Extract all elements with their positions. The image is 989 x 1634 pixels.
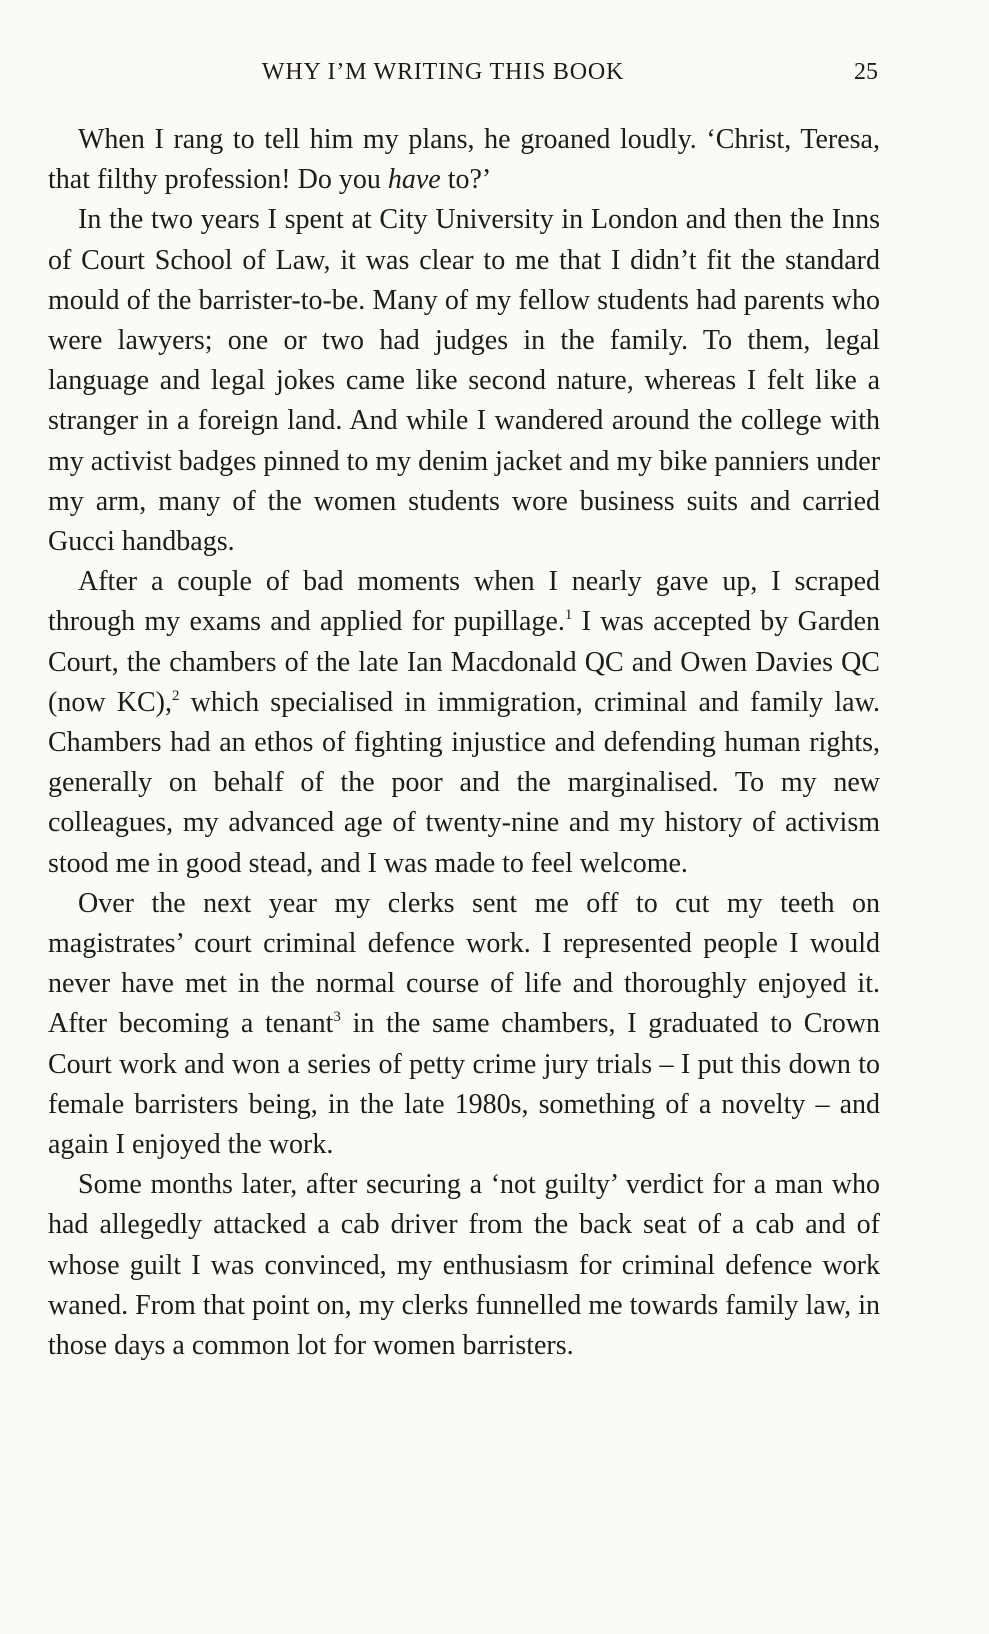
emphasis-have: have (387, 164, 441, 196)
paragraph-3-text-a: After a couple of bad moments when I nearly gave up, I scraped through my exams and applied for pupillage. (48, 566, 880, 638)
paragraph-1-text-a: When I rang to tell him my plans, he groaned loudly. ‘Christ, Teresa, that filthy profession! Do you (48, 124, 880, 196)
paragraph-4-text-a: Over the next year my clerks sent me off to cut my teeth on magistrates’ court criminal defence work. I represented people I would never have met in the normal course of life and thoroughly enjoyed it. After becoming a tenant (48, 887, 880, 1040)
running-title: WHY I’M WRITING THIS BOOK (261, 59, 625, 85)
running-head (48, 55, 878, 95)
paragraph-4 (48, 884, 880, 1165)
paragraph-3-text-b: I was accepted by Garden Court, the chambers of the late Ian Macdonald QC and Owen Davies QC (now KC), (48, 606, 881, 718)
paragraph-3-text-c: which specialised in immigration, criminal and family law. Chambers had an ethos of fighting injustice and defending human rights, generally on behalf of the poor and the marginalised. To my new colleagues, my advanced age of twenty-nine and my history of activism stood me in good stead, and I was made to feel welcome. (48, 686, 880, 879)
paragraph-4-text-b: in the same chambers, I graduated to Crown Court work and won a series of petty crime jury trials – I put this down to female barristers being, in the late 1980s, something of a novelty – and again I enjoyed the work. (48, 1008, 880, 1161)
paragraph-3 (48, 562, 880, 884)
footnote-ref-2: 2 (171, 687, 180, 704)
footnote-ref-3: 3 (333, 1009, 341, 1026)
page-number: 25 (854, 59, 878, 85)
body-text (48, 120, 880, 1366)
paragraph-1-text-b: to?’ (440, 164, 492, 196)
paragraph-2: In the two years I spent at City University in London and then the Inns of Court School of Law, it was clear to me that I didn’t fit the standard mould of the barrister-to-be. Many of my fellow students had parents who were lawyers; one or two had judges in the family. To them, legal language and legal jokes came like second nature, whereas I felt like a stranger in a foreign land. And while I wandered around the college with my activist badges pinned to my denim jacket and my bike panniers under my arm, many of the women students wore business suits and carried Gucci handbags. (48, 204, 881, 558)
paragraph-1 (48, 120, 880, 200)
footnote-ref-1: 1 (564, 607, 573, 624)
paragraph-5: Some months later, after securing a ‘not guilty’ verdict for a man who had allegedly attacked a cab driver from the back seat of a cab and of whose guilt I was convinced, my enthusiasm for criminal defence work waned. From that point on, my clerks funnelled me towards family law, in those days a common lot for women barristers. (48, 1169, 880, 1362)
